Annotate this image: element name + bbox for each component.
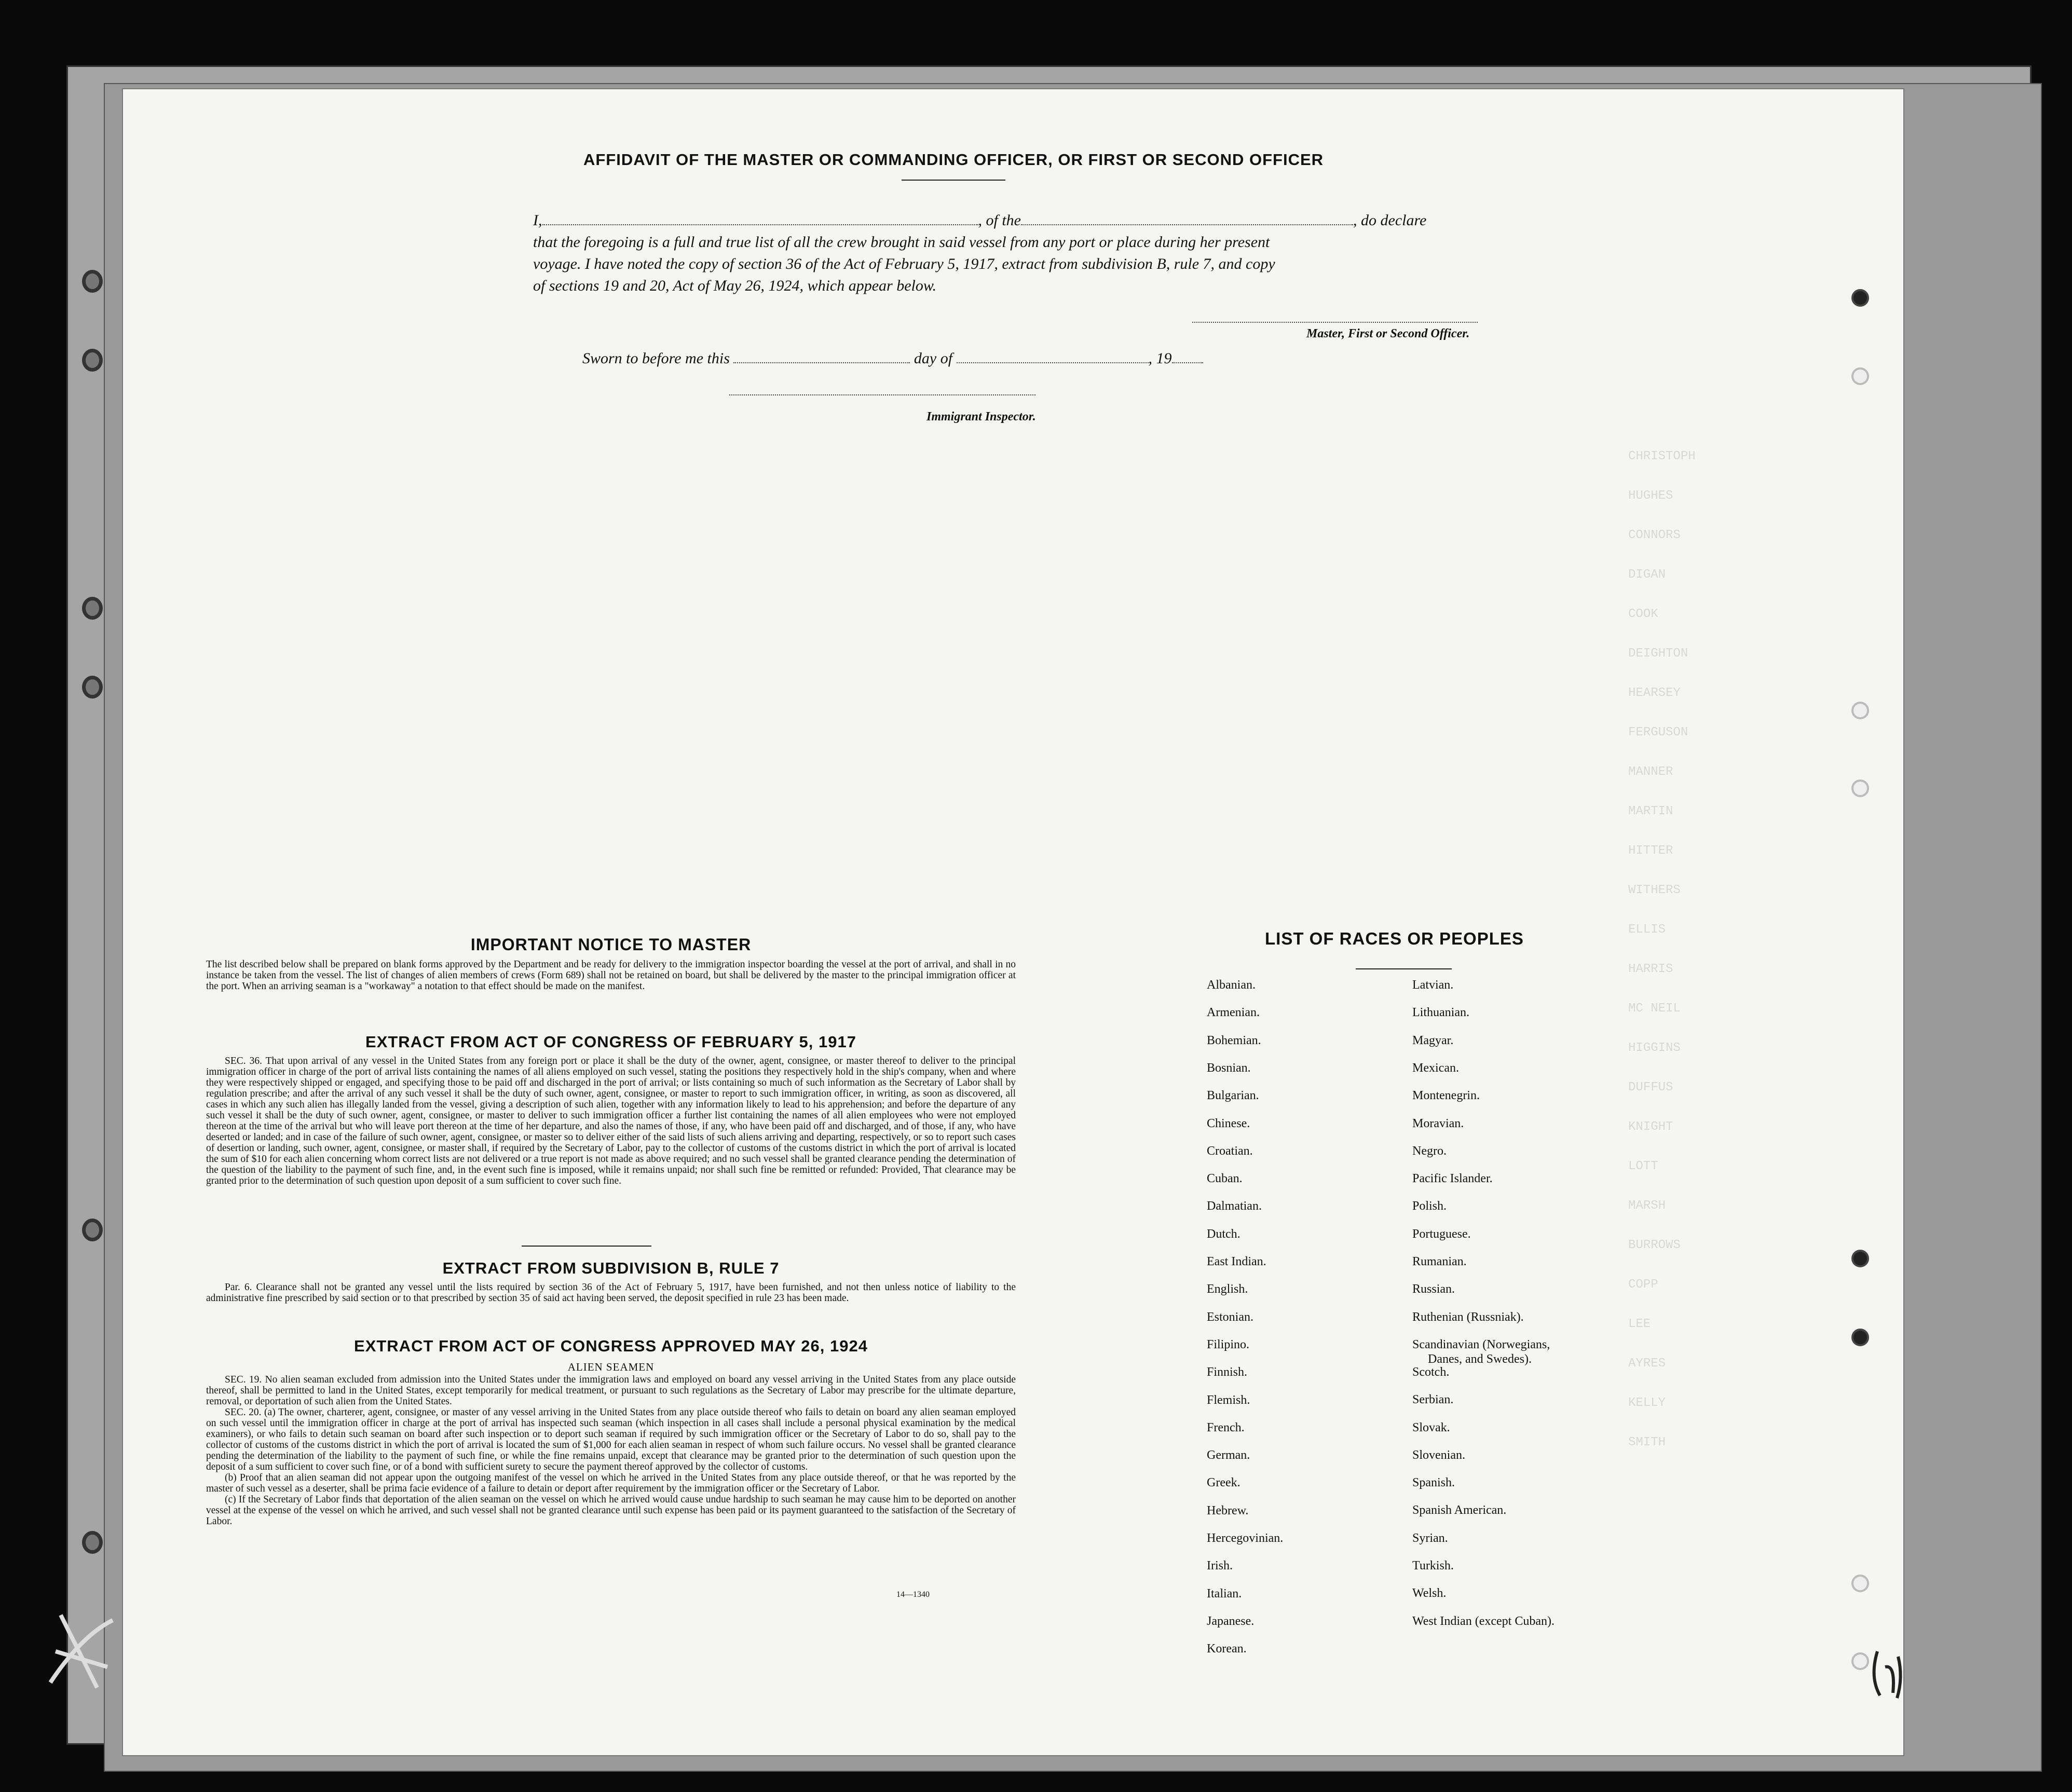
day-of-text: day of [914,350,953,367]
day-blank-field[interactable] [733,362,910,363]
race-item: Welsh. [1412,1586,1447,1601]
race-item: Armenian. [1207,1006,1260,1020]
race-item: Estonian. [1207,1310,1253,1324]
race-item: Lithuanian. [1412,1006,1469,1020]
race-item: Montenegrin. [1412,1089,1480,1103]
race-item: French. [1207,1420,1245,1434]
sworn-text: Sworn to before me this [582,350,730,367]
race-item: Greek. [1207,1476,1241,1490]
year-blank-field[interactable] [1172,362,1203,363]
race-item: Hebrew. [1207,1503,1249,1517]
binder-ring-icon [82,1219,103,1241]
race-item: Slovenian. [1412,1448,1465,1462]
punch-hole-icon [1851,1652,1869,1670]
sec-20c: (c) If the Secretary of Labor finds that deportation of the alien seaman on the vessel on which he arrived would cause undue hardship to such seaman he may cause him to be deported on another vessel at the expense of the vessel on which he arrived, and such vessel shall not be granted clearance until such expense has been paid or its payment guaranteed to the satisfaction of the Secretary of Labor. [206,1494,1016,1527]
race-item: English. [1207,1282,1248,1296]
race-item: Flemish. [1207,1393,1250,1407]
race-item: Latvian. [1412,978,1454,992]
sec-20b: (b) Proof that an alien seaman did not appear upon the outgoing manifest of the vessel on which he arrived in the United States from any place outside thereof, or that he was reported by the master of such vessel as a deserter, shall be prima facie evidence of a failure to detain or deport after requirement by the immigration officer or the Secretary of Labor. [206,1472,1016,1494]
affidavit-of-the: , of the [978,212,1021,229]
race-item: Korean. [1207,1642,1247,1656]
master-caption: Master, First or Second Officer. [1306,327,1470,340]
race-item: Finnish. [1207,1365,1248,1379]
punch-hole-icon [1851,1575,1869,1592]
race-item: Croatian. [1207,1144,1253,1158]
race-item: Bosnian. [1207,1061,1251,1075]
race-item: Serbian. [1412,1393,1454,1407]
alien-seamen-subtitle: ALIEN SEAMEN [567,1361,655,1373]
race-item: Pacific Islander. [1412,1172,1493,1186]
extract-1924-body [206,1374,1016,1527]
race-item: Russian. [1412,1282,1455,1296]
affidavit-declare: , do declare [1353,212,1427,229]
document-sheet [122,88,1904,1756]
name-blank-field[interactable] [542,224,978,225]
inspector-caption: Immigrant Inspector. [926,410,1036,423]
inspector-signature-line[interactable] [729,394,1035,395]
punch-hole-icon [1851,1329,1869,1346]
race-item: Dalmatian. [1207,1199,1262,1213]
notice-body: The list described below shall be prepared on blank forms approved by the Department and be ready for delivery to the immigration inspector boarding the vessel at the port of arrival, and shall in no instance be taken from the vessel. The list of changes of alien members of crews (Form 689) shall not be retained on board, but shall be delivered by the master to the principal immigration officer at the port. When an arriving seaman is a "workaway" a notation to that effect should be made on the manifest. [206,959,1016,992]
race-item: Cuban. [1207,1172,1243,1186]
binder-ring-icon [82,676,103,699]
punch-hole-icon [1851,1250,1869,1267]
extract-1924-title: EXTRACT FROM ACT OF CONGRESS APPROVED MAY 26, 1924 [354,1337,868,1355]
subdivision-body: Par. 6. Clearance shall not be granted any vessel until the lists required by section 36 of the Act of February 5, 1917, have been furnished, and not then unless notice of liability to the administrative fine prescribed by said section or to that prescribed by section 35 of said act having been served, the deposit specified in rule 23 has been made. [206,1282,1016,1304]
race-item: Slovak. [1412,1420,1450,1434]
bleed-through-text: CHRISTOPH HUGHES CONNORS DIGAN COOK DEIGHTON HEARSEY FERGUSON MANNER MARTIN HITTER WITHERS ELLIS HARRIS MC NEIL HIGGINS DUFFUS KNIGHT LOTT MARSH BURROWS COPP LEE AYRES KELLY SMITH [1628,449,1696,1449]
handwritten-mark-icon [40,1605,123,1698]
race-item: Magyar. [1412,1033,1454,1047]
month-blank-field[interactable] [957,362,1149,363]
race-item: Rumanian. [1412,1255,1467,1268]
race-item: Moravian. [1412,1116,1464,1130]
race-item: Spanish American. [1412,1503,1507,1517]
binder-ring-icon [82,1531,103,1554]
race-item: Danes, and Swedes). [1428,1352,1532,1366]
race-item: Polish. [1412,1199,1447,1213]
race-item: Chinese. [1207,1116,1250,1130]
sec-19: SEC. 19. No alien seaman excluded from admission into the United States under the immigration laws and employed on board any vessel arriving in the United States from any place outside thereof, shall be permitted to land in the United States, except temporarily for medical treatment, or pursuant to such regulations as the Secretary of Labor may prescribe for the ultimate departure, removal, or deportation of such alien from the United States. [206,1374,1016,1407]
vessel-blank-field[interactable] [1021,224,1353,225]
binder-ring-icon [82,270,103,293]
race-item: Bohemian. [1207,1033,1261,1047]
race-item: Mexican. [1412,1061,1459,1075]
race-item: Albanian. [1207,978,1256,992]
races-title: LIST OF RACES OR PEOPLES [1265,929,1524,948]
binder-ring-icon [82,597,103,620]
race-item: Irish. [1207,1559,1233,1573]
race-item: Turkish. [1412,1559,1454,1572]
section-rule [522,1246,651,1247]
sec-20a: SEC. 20. (a) The owner, charterer, agent, consignee, or master of any vessel arriving in the United States from any place outside thereof who fails to detain on board any alien seaman employed on such vessel until the immigration officer in charge at the port of arrival has inspected such seaman (which inspection in all cases shall include a personal physical examination by the medical examiners), or who fails to detain such seaman on board after such inspection or to deport such seaman if required by such immigration officer or the Secretary of Labor to do so, shall pay to the collector of customs of the customs district in which the port of arrival is located the sum of $1,000 for each alien seaman in respect of whom such failure occurs. No vessel shall be granted clearance pending the determination of the liability to the payment of such fine, or while the fine remains unpaid, except that clearance may be granted prior to the determination of such question upon the deposit of a sum sufficient to cover such fine, or of a bond with sufficient surety to secure the payment thereof approved by the collector of customs. [206,1407,1016,1472]
extract-1917-title: EXTRACT FROM ACT OF CONGRESS OF FEBRUARY 5, 1917 [365,1033,856,1051]
race-item: Portuguese. [1412,1227,1471,1241]
race-item: Negro. [1412,1144,1447,1158]
race-item: Ruthenian (Russniak). [1412,1310,1524,1324]
subdivision-title: EXTRACT FROM SUBDIVISION B, RULE 7 [442,1259,780,1277]
affidavit-line-2: that the foregoing is a full and true list of all the crew brought in said vessel from any port or place during her present [533,234,1270,251]
affidavit-title: AFFIDAVIT OF THE MASTER OR COMMANDING OFFICER, OR FIRST OR SECOND OFFICER [583,151,1324,169]
race-item: East Indian. [1207,1255,1266,1268]
race-item: Bulgarian. [1207,1089,1259,1103]
affidavit-line-1 [533,210,1509,231]
punch-hole-icon [1851,779,1869,797]
punch-hole-icon [1851,702,1869,719]
affidavit-line-4: of sections 19 and 20, Act of May 26, 1924, which appear below. [533,277,937,294]
race-item: Spanish. [1412,1476,1455,1490]
race-item: German. [1207,1448,1250,1462]
year-prefix: , 19 [1148,350,1172,367]
notice-title: IMPORTANT NOTICE TO MASTER [470,935,752,954]
race-item: Italian. [1207,1586,1242,1601]
title-rule [902,180,1005,181]
race-item: Filipino. [1207,1337,1250,1351]
race-item: Scotch. [1412,1365,1450,1379]
punch-hole-icon [1851,367,1869,385]
affidavit-line-3: voyage. I have noted the copy of section 36 of the Act of February 5, 1917, extract from subdivision B, rule 7, and copy [533,255,1275,272]
races-rule [1356,968,1452,969]
binder-ring-icon [82,349,103,372]
race-item: Hercegovinian. [1207,1531,1284,1545]
form-number: 14—1340 [896,1590,930,1599]
sworn-line [582,348,1413,370]
race-item: Scandinavian (Norwegians, [1412,1337,1550,1351]
race-item: West Indian (except Cuban). [1412,1614,1555,1628]
affidavit-body [533,210,1509,297]
race-item: Syrian. [1412,1531,1448,1545]
extract-1917-body: SEC. 36. That upon arrival of any vessel in the United States from any foreign port or place it shall be the duty of the owner, agent, consignee, or master thereof to deliver to the principal immigration officer in charge of the port of arrival lists containing the names of all aliens employed on such vessel, stating the positions they respectively hold in the ship's company, when and where they were respectively shipped or engaged, and specifying those to be paid off and discharged in the port of arrival; or lists containing so much of such information as the Secretary of Labor shall by regulation prescribe; and after the arrival of any such vessel it shall be the duty of such owner, agent, consignee, or master to report to such immigration officer, in writing, as soon as discovered, all cases in which any such alien has illegally landed from the vessel, giving a description of such alien, together with any information likely to lead to his apprehension; and before the departure of any such vessel it shall be the duty of such owner, agent, consignee, or master to deliver to such immigration officer a further list containing the names of all alien employees who were not employed thereon at the time of the arrival but who will leave port thereon at the time of her departure, and also the names of those, if any, who have been paid off and discharged, and of those, if any, who have deserted or landed; and in case of the failure of such owner, agent, consignee, or master so to deliver either of the said lists of such aliens arriving and departing, respectively, or so to report such cases of desertion or landing, such owner, agent, consignee, or master shall, if required by the Secretary of Labor, pay to the collector of customs of the customs district in which the port of arrival is located the sum of $10 for each alien concerning whom correct lists are not delivered or a true report is not made as above required; and no such vessel shall be granted clearance pending the determination of the question of the liability to the payment of such fine, and, in the event such fine is imposed, while it remains unpaid; nor shall such fine be remitted or refunded: Provided, That clearance may be granted prior to the determination of such question upon deposit of a sum sufficient to cover such fine. [206,1056,1016,1186]
affidavit-i: I, [533,212,542,229]
handwritten-mark-icon [1867,1646,1909,1703]
race-item: Japanese. [1207,1614,1255,1628]
race-item: Dutch. [1207,1227,1241,1241]
punch-hole-icon [1851,289,1869,307]
